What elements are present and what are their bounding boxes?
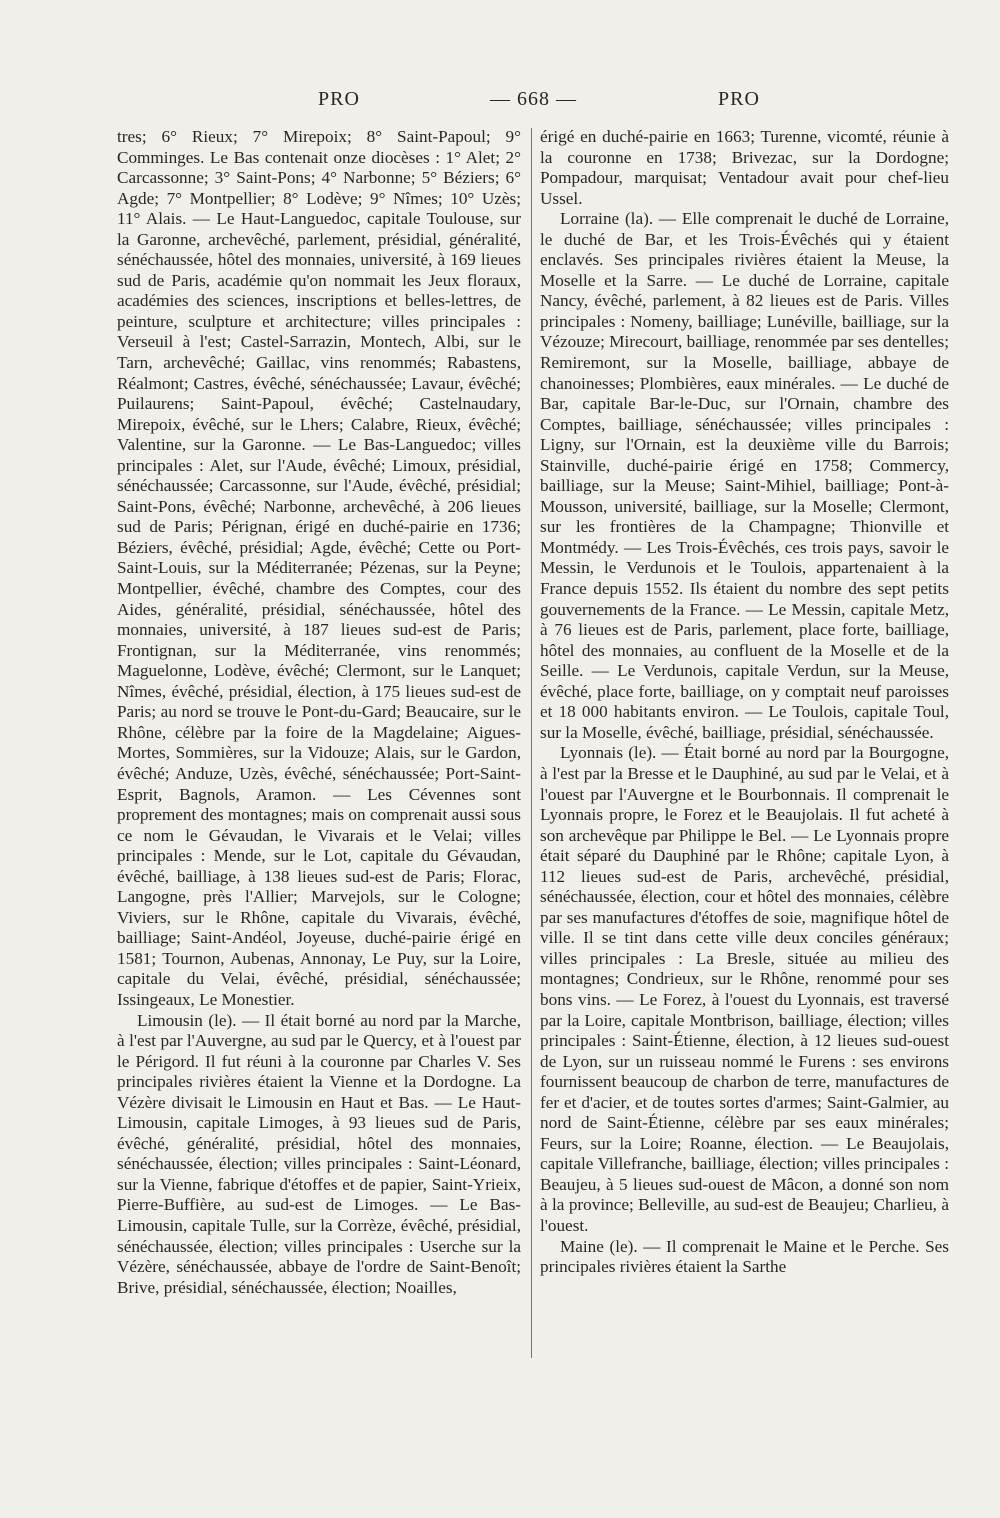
left-column bbox=[117, 127, 521, 1298]
column-divider bbox=[531, 128, 532, 1358]
page-number: — 668 — bbox=[490, 88, 577, 110]
running-head-left: PRO bbox=[318, 88, 360, 110]
paragraph-limousin: Limousin (le). — Il était borné au nord par la Marche, à l'est par l'Auvergne, au sud par le Quercy, et à l'ouest par le Périgord. Il fut réuni à la couronne par Charles V. Ses principales rivières étaient la Vienne et la Dordogne. La Vézère divisait le Limousin en Haut et Bas. — Le Haut-Limousin, capitale Limoges, à 93 lieues sud de Paris, évêché, généralité, présidial, hôtel des monnaies, sénéchaussée, élection; villes principales : Saint-Léonard, sur la Vienne, fabrique d'étoffes et de papier, Saint-Yrieix, Pierre-Buffière, au sud-est de Limoges. — Le Bas-Limousin, capitale Tulle, sur la Corrèze, évêché, présidial, sénéchaussée, élection; villes principales : Userche sur la Vézère, sénéchaussée, abbaye de l'ordre de Saint-Benoît; Brive, présidial, sénéchaussée, élection; Noailles, bbox=[117, 1010, 521, 1297]
paragraph-languedoc-cont: tres; 6° Rieux; 7° Mirepoix; 8° Saint-Papoul; 9° Comminges. Le Bas contenait onze diocèses : 1° Alet; 2° Carcassonne; 3° Saint-Pons; 4° Narbonne; 5° Béziers; 6° Agde; 7° Montpellier; 8° Lodève; 9° Nîmes; 10° Uzès; 11° Alais. — Le Haut-Languedoc, capitale Toulouse, sur la Garonne, archevêché, parlement, présidial, généralité, sénéchaussée, hôtel des monnaies, université, à 169 lieues sud de Paris, académie qu'on nommait les Jeux floraux, académies des sciences, inscriptions et belles-lettres, de peinture, sculpture et architecture; villes principales : Verseuil à l'est; Castel-Sarrazin, Montech, Albi, sur le Tarn, archevêché; Gaillac, vins renommés; Rabastens, Réalmont; Castres, évêché, sénéchaussée; Lavaur, évêché; Puilaurens; Saint-Papoul, évêché; Castelnaudary, Mirepoix, évêché, sur le Lhers; Calabre, Rieux, évêché; Valentine, sur la Garonne. — Le Bas-Languedoc; villes principales : Alet, sur l'Aude, évêché; Limoux, présidial, sénéchaussée; Carcassonne, sur l'Aude, évêché, présidial; Saint-Pons, évêché; Narbonne, archevêché, à 206 lieues sud de Paris; Pérignan, érigé en duché-pairie en 1736; Béziers, évêché, présidial; Agde, évêché; Cette ou Port-Saint-Louis, sur la Méditerranée; Pézenas, sur la Peyne; Montpellier, évêché, chambre des Comptes, cour des Aides, généralité, présidial, sénéchaussée, hôtel des monnaies, université, à 187 lieues sud-est de Paris; Frontignan, sur la Méditerranée, vins renommés; Maguelonne, Lodève, évêché; Clermont, sur le Lanquet; Nîmes, évêché, présidial, élection, à 175 lieues sud-est de Paris; au nord se trouve le Pont-du-Gard; Beaucaire, sur le Rhône, célèbre par la foire de la Magdelaine; Aigues-Mortes, Sommières, sur la Vidouze; Alais, sur le Gardon, évêché; Anduze, Uzès, évêché, sénéchaussée; Port-Saint-Esprit, Bagnols, Aramon. — Les Cévennes sont proprement des montagnes; mais on comprenait aussi sous ce nom le Gévaudan, le Vivarais et le Velai; villes principales : Mende, sur le Lot, capitale du Gévaudan, évêché, bailliage, à 138 lieues sud-est de Paris; Florac, Langogne, près l'Allier; Marvejols, sur le Cologne; Viviers, sur le Rhône, capitale du Vivarais, évêché, bailliage; Saint-Andéol, Joyeuse, duché-pairie érigé en 1581; Tournon, Aubenas, Annonay, Le Puy, sur la Loire, capitale du Velai, évêché, présidial, sénéchaussée; Issingeaux, Le Monestier. bbox=[117, 127, 521, 1009]
paragraph-limousin-cont: érigé en duché-pairie en 1663; Turenne, vicomté, réunie à la couronne en 1738; Brivezac, sur la Dordogne; Pompadour, marquisat; Ventadour avait pour chef-lieu Ussel. bbox=[540, 127, 949, 208]
paragraph-maine: Maine (le). — Il comprenait le Maine et le Perche. Ses principales rivières étaient la Sarthe bbox=[540, 1236, 949, 1277]
paragraph-lyonnais: Lyonnais (le). — Était borné au nord par la Bourgogne, à l'est par la Bresse et le Dauphiné, au sud par le Velai, et à l'ouest par l'Auvergne et le Bourbonnais. Il comprenait le Lyonnais propre, le Forez et le Beaujolais. Il fut acheté à son archevêque par Philippe le Bel. — Le Lyonnais propre était séparé du Dauphiné par le Rhône; capitale Lyon, à 112 lieues sud-est de Paris, archevêché, présidial, sénéchaussée, élection, cour et hôtel des monnaies, célèbre par ses manufactures d'étoffes de soie, magnifique hôtel de ville. Il se tint dans cette ville deux conciles généraux; villes principales : La Bresle, située au milieu des montagnes; Condrieux, sur le Rhône, renommé pour ses bons vins. — Le Forez, à l'ouest du Lyonnais, est traversé par la Loire, capitale Montbrison, bailliage, élection; villes principales : Saint-Étienne, élection, à 12 lieues sud-ouest de Lyon, sur un ruisseau nommé le Furens : ses environs fournissent beaucoup de charbon de terre, manufactures de fer et d'acier, et de toutes sortes d'armes; Saint-Galmier, au nord de Saint-Étienne, célèbre par ses eaux minérales; Feurs, sur la Loire; Roanne, élection. — Le Beaujolais, capitale Villefranche, bailliage, élection; villes principales : Beaujeu, à 5 lieues sud-ouest de Mâcon, a donné son nom à la province; Belleville, au sud-est de Beaujeu; Charlieu, à l'ouest. bbox=[540, 743, 949, 1235]
paragraph-lorraine: Lorraine (la). — Elle comprenait le duché de Lorraine, le duché de Bar, et les Trois-Évêchés qui y étaient enclavés. Ses principales rivières étaient la Meuse, la Moselle et la Sarre. — Le duché de Lorraine, capitale Nancy, évêché, parlement, à 82 lieues est de Paris. Villes principales : Nomeny, bailliage; Lunéville, bailliage, sur la Vézouze; Mirecourt, bailliage, renommée par ses dentelles; Remiremont, sur la Moselle, bailliage, abbaye de chanoinesses; Plombières, eaux minérales. — Le duché de Bar, capitale Bar-le-Duc, sur l'Ornain, chambre des Comptes, bailliage, sénéchaussée; villes principales : Ligny, sur l'Ornain, est la deuxième ville du Barrois; Stainville, duché-pairie érigé en 1758; Commercy, bailliage, sur la Meuse; Saint-Mihiel, bailliage; Pont-à-Mousson, université, bailliage, sur la Moselle; Clermont, sur les frontières de la Champagne; Thionville et Montmédy. — Les Trois-Évêchés, ces trois pays, savoir le Messin, le Verdunois et le Toulois, appartenaient à la France depuis 1552. Ils étaient du nombre des sept petits gouvernements de la France. — Le Messin, capitale Metz, à 76 lieues est de Paris, parlement, place forte, bailliage, hôtel des monnaies, au confluent de la Moselle et de la Seille. — Le Verdunois, capitale Verdun, sur la Meuse, évêché, place forte, bailliage, on y comptait neuf paroisses et 18 000 habitants environ. — Le Toulois, capitale Toul, sur la Moselle, évêché, bailliage, présidial, sénéchaussée. bbox=[540, 209, 949, 742]
running-head-right: PRO bbox=[718, 88, 760, 110]
right-column bbox=[540, 127, 949, 1278]
